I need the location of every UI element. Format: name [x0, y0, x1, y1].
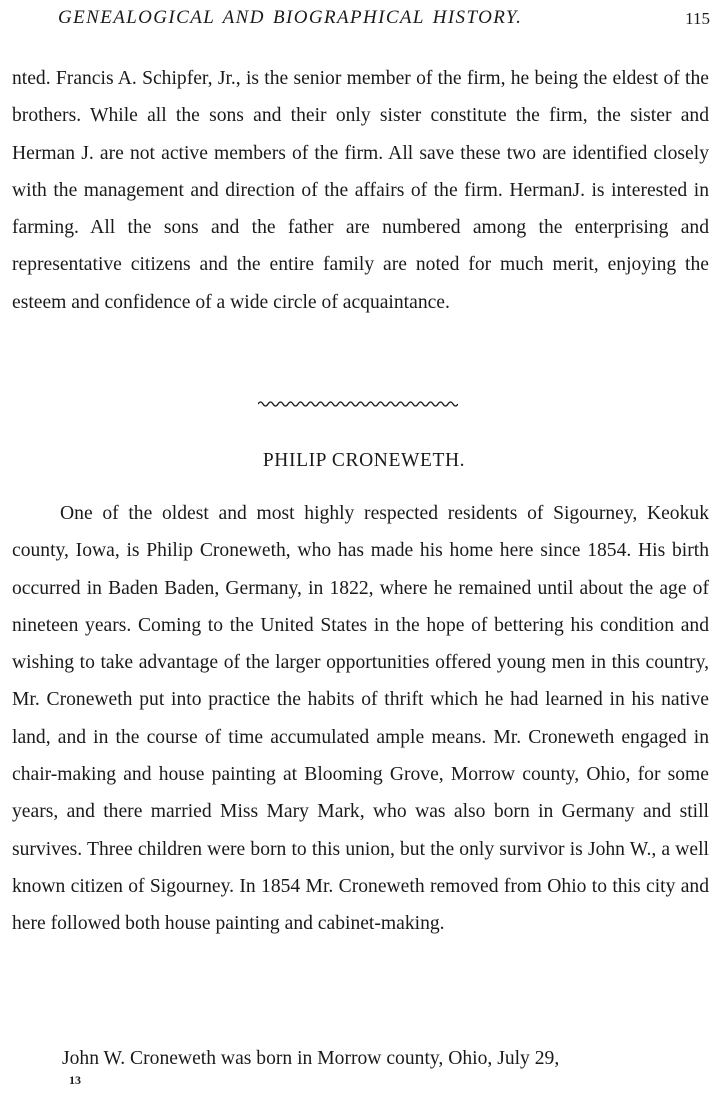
running-title: GENEALOGICAL AND BIOGRAPHICAL HISTORY.	[58, 7, 523, 28]
page-number: 115	[685, 9, 710, 28]
paragraph-continuation: nted. Francis A. Schipfer, Jr., is the senior member of the firm, he being the eldest of the brothers. While all the sons and their only sister constitute the firm, the sister and Herman J. are not active members of the firm. All save these two are identified closely with the management and direction of the affairs of the firm. HermanJ. is interested in farming. All the sons and the father are numbered among the enterprising and representative citizens and the entire family are noted for much merit, enjoying the esteem and confidence of a wide circle of acquaintance.	[12, 68, 709, 313]
paragraph-biography-continued: John W. Croneweth was born in Morrow county, Ohio, July 29,	[62, 1048, 560, 1069]
section-title: PHILIP CRONEWETH.	[262, 450, 466, 471]
running-head	[58, 7, 710, 33]
wavy-rule-ornament	[258, 398, 458, 410]
paragraph-biography: One of the oldest and most highly respected residents of Sigourney, Keokuk county, Iowa, is Philip Croneweth, who has made his home here since 1854. His birth occurred in Baden Baden, Germany, in 1822, where he remained until about the age of nineteen years. Coming to the United States in the hope of bettering his condition and wishing to take advantage of the larger opportunities offered young men in this country, Mr. Croneweth put into practice the habits of thrift which he had learned in his native land, and in the course of time accumulated ample means. Mr. Croneweth engaged in chair-making and house painting at Blooming Grove, Morrow county, Ohio, for some years, and there married Miss Mary Mark, who was also born in Germany and still survives. Three children were born to this union, but the only survivor is John W., a well known citizen of Sigourney. In 1854 Mr. Croneweth removed from Ohio to this city and here followed both house painting and cabinet-making.	[12, 503, 709, 935]
signature-mark: 13	[69, 1073, 81, 1087]
